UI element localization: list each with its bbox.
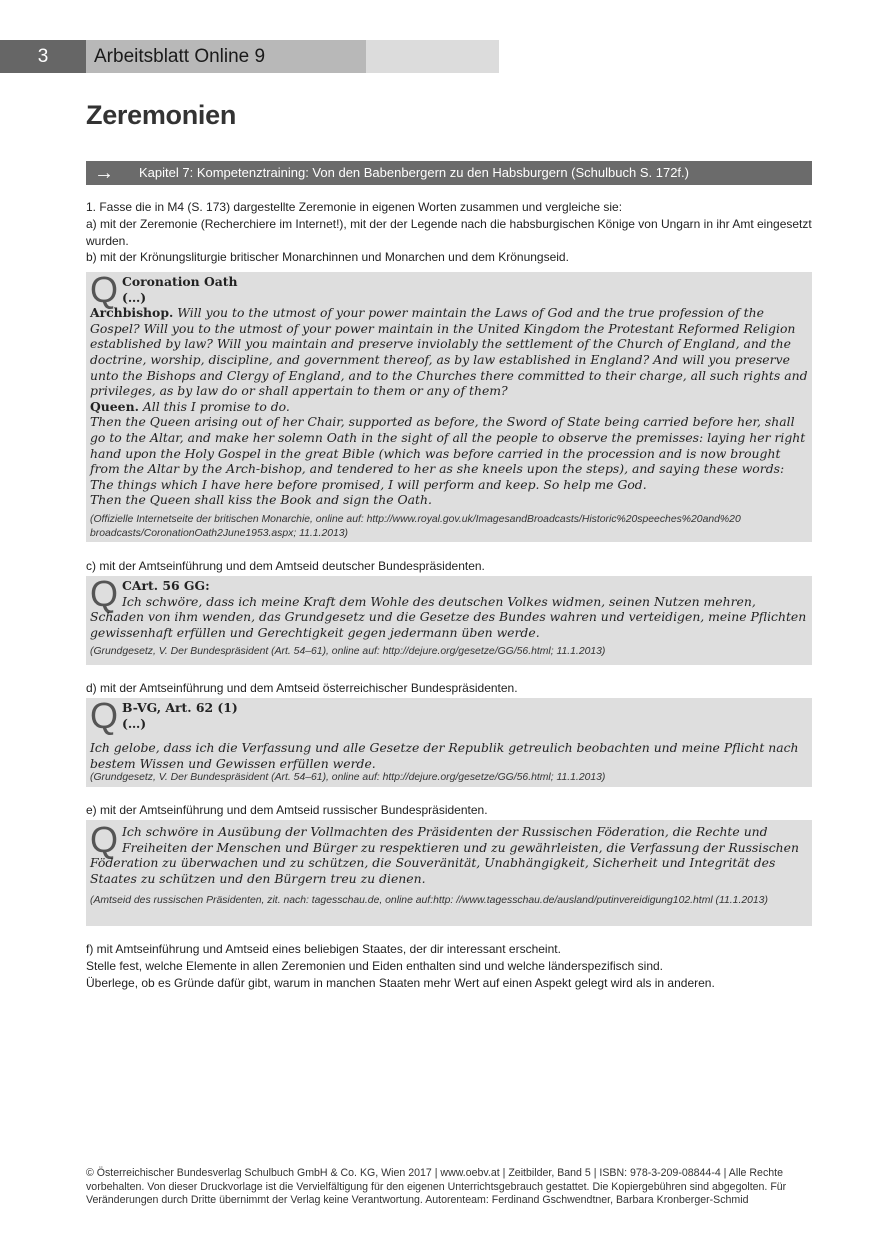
task-1d: d) mit der Amtseinführung und dem Amtseid österreichischer Bundespräsidenten. xyxy=(86,681,518,695)
quote-source: (Grundgesetz, V. Der Bundespräsident (Art. 54–61), online auf: http://dejure.org/gesetze/GG/56.html; 11.1.2013) xyxy=(90,772,606,784)
quote-source: (Grundgesetz, V. Der Bundespräsident (Art. 54–61), online auf: http://dejure.org/gesetze/GG/56.html; 11.1.2013) xyxy=(90,646,606,658)
arrow-right-icon: → xyxy=(94,162,114,184)
task-1f-line: f) mit Amtseinführung und Amtseid eines beliebigen Staates, der dir interessant erscheint. xyxy=(86,942,561,956)
queen-text: All this I promise to do. xyxy=(138,398,290,414)
page-title: Zeremonien xyxy=(86,100,237,130)
quote-box-austrian-oath xyxy=(86,695,812,787)
quote-paragraph: Then the Queen arising out of her Chair, supported as before, the Sword of State being carried before her, shall go to the Altar, and make her solemn Oath in the sight of all the people to observe the premisses: laying her right hand upon the Holy Gospel in the great Bible (which was before carried in the procession and is now brought from the Altar by the Arch-bishop, and tendered to her as she kneels upon the steps), and saying these words: xyxy=(90,414,806,477)
task-1-instruction: 1. Fasse die in M4 (S. 173) dargestellte Zeremonie in eigenen Worten zusammen und vergleiche sie: xyxy=(86,200,623,214)
quote-icon: Q xyxy=(90,695,119,736)
chapter-reference: Kapitel 7: Kompetenztraining: Von den Babenbergern zu den Habsburgern (Schulbuch S. 172f.) xyxy=(139,165,689,180)
task-1f xyxy=(86,941,812,991)
quote-title: B-VG, Art. 62 (1) xyxy=(122,700,238,715)
quote-box-german-oath xyxy=(86,573,812,665)
quote-title: CArt. 56 GG: xyxy=(122,578,210,593)
quote-box-coronation-oath xyxy=(86,269,812,542)
worksheet-title: Arbeitsblatt Online 9 xyxy=(94,46,266,67)
chapter-bar xyxy=(86,161,812,185)
quote-ellipsis: (…) xyxy=(122,715,147,731)
speaker-archbishop: Archbishop. xyxy=(90,305,174,321)
quote-source: (Amtseid des russischen Präsidenten, zit. nach: tagesschau.de, online auf:http: //www.tagesschau.de/ausland/putinvereidigung102.html (11.1.2013) xyxy=(90,895,768,907)
task-1e: e) mit der Amtseinführung und dem Amtseid russischer Bundespräsidenten. xyxy=(86,803,488,817)
task-1f-line: Überlege, ob es Gründe dafür gibt, warum in manchen Staaten mehr Wert auf einen Aspekt gelegt wird als in anderen. xyxy=(86,975,715,990)
speaker-queen: Queen. xyxy=(90,398,139,414)
page-number: 3 xyxy=(0,40,86,73)
quote-paragraph: Then the Queen shall kiss the Book and sign the Oath. xyxy=(90,492,432,508)
task-1b: b) mit der Krönungsliturgie britischer Monarchinnen und Monarchen und dem Krönungseid. xyxy=(86,250,569,265)
task-1a: a) mit der Zeremonie (Recherchiere im Internet!), mit der der Legende nach die habsburgischen Könige von Ungarn in ihr Amt eingesetzt wurden. xyxy=(86,216,812,248)
quote-source: (Offizielle Internetseite der britischen Monarchie, online auf: http://www.royal.gov.uk/ImagesandBroadcasts/Historic%20speeches%20and%20 broadcasts/CoronationOath2June1953.aspx; 11.1.2013) xyxy=(90,513,741,539)
quote-ellipsis: (…) xyxy=(122,289,147,305)
quote-paragraph xyxy=(90,305,808,399)
quote-icon: Q xyxy=(90,269,119,310)
task-1f-line: Stelle fest, welche Elemente in allen Zeremonien und Eiden enthalten sind und welche länderspezifisch sind. xyxy=(86,958,664,973)
quote-icon: Q xyxy=(90,819,119,860)
quote-paragraph: Ich gelobe, dass ich die Verfassung und alle Gesetze der Republik getreulich beobachten und meine Pflicht nach bestem Wissen und Gewissen erfüllen werde. xyxy=(90,740,799,771)
footer-copyright: © Österreichischer Bundesverlag Schulbuch GmbH & Co. KG, Wien 2017 | www.oebv.at | Zeitbilder, Band 5 | ISBN: 978-3-209-08844-4 | Alle Rechte vorbehalten. Von dieser Druckvorlage ist die Vervielfältigung für den eigenen Unterrichtsgebrauch gestattet. Die Kopiergebühren sind abgegolten. Für Veränderungen durch Dritte übernimmt der Verlag keine Verantwortung. Autorenteam: Ferdinand Gschwendtner, Barbara Kronberger-Schmid xyxy=(86,1167,787,1207)
task-intro xyxy=(86,199,812,266)
quote-icon: Q xyxy=(90,573,119,614)
quote-paragraph: Ich schwöre in Ausübung der Vollmachten des Präsidenten der Russischen Föderation, die Rechte und Freiheiten der Menschen und Bürger zu respektieren und zu gewährleisten, die Verfassung der Russischen Föderation zu überwachen und zu schützen, die Souveränität, Unabhängigkeit, Sicherheit und Integrität des Staates zu schützen und den Bürgern treu zu dienen. xyxy=(90,824,799,886)
quote-paragraph: The things which I have here before promised, I will perform and keep. So help me God. xyxy=(90,476,647,492)
archbishop-text: Will you to the utmost of your power maintain the Laws of God and the true profession of the Gospel? Will you to the utmost of your power maintain in the United Kingdom the Protestant Reformed Religion established by law? Will you maintain and preserve inviolably the settlement of the Church of England, and the doctrine, worship, discipline, and government thereof, as by law established in England? And will you preserve unto the Bishops and Clergy of England, and to the Churches there committed to their charge, all such rights and privileges, as by law do or shall appertain to them or any of them? xyxy=(90,305,808,399)
quote-title: Coronation Oath xyxy=(122,274,238,289)
task-1c: c) mit der Amtseinführung und dem Amtseid deutscher Bundespräsidenten. xyxy=(86,559,485,573)
quote-box-russian-oath xyxy=(86,820,812,926)
quote-paragraph: Ich schwöre, dass ich meine Kraft dem Wohle des deutschen Volkes widmen, seinen Nutzen mehren, Schaden von ihm wenden, das Grundgesetz und die Gesetze des Bundes wahren und verteidigen, meine Pflichten gewissenhaft erfüllen und Gerechtigkeit gegen jedermann üben werde. xyxy=(90,593,807,640)
header-tail xyxy=(366,40,499,73)
quote-paragraph xyxy=(90,399,808,415)
